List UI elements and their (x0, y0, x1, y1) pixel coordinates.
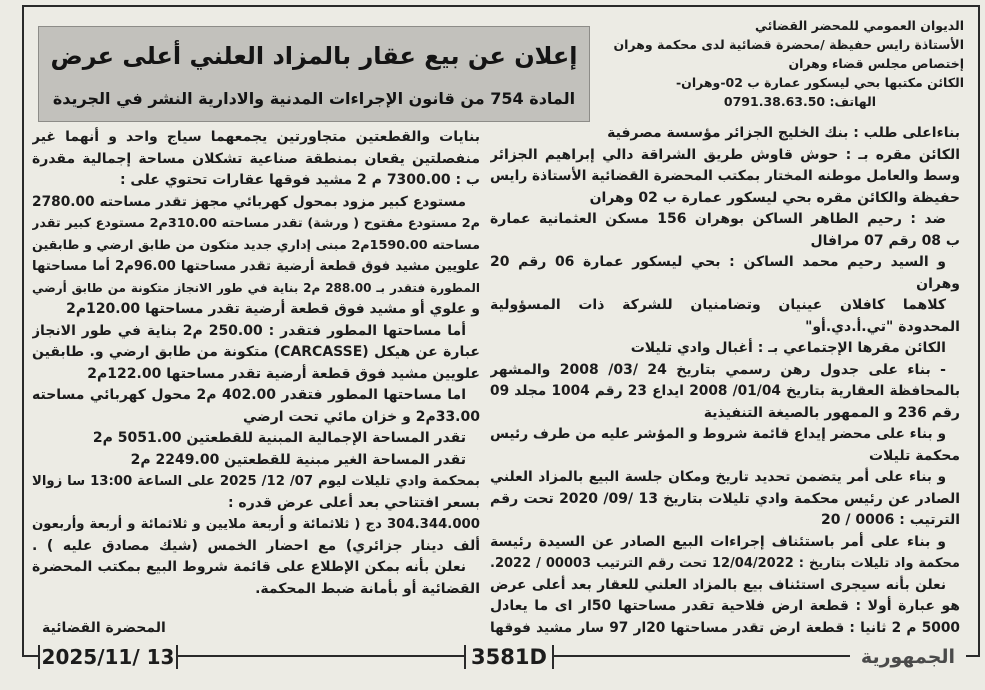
right-column-line: و بناء على أمر باستئناف إجراءات البيع الصادر عن السيدة رئيسة (490, 533, 946, 550)
right-column-line: الصادر عن رئيس محكمة وادي تليلات بتاريخ 13 /09/ 2020 تحت رقم (490, 490, 960, 507)
left-column-line: بمحكمة وادي تليلات ليوم 07/ 12/ 2025 على الساعة 13:00 سا زوالا (32, 474, 480, 489)
right-column-line: و بناء على محضر إيداع قائمة شروط و المؤشر عليه من طرف رئيس (490, 426, 946, 442)
right-column-line: الكائن مقره بـ : حوش قاوش طريق الشراقة دالي إبراهيم الجزائر (490, 146, 960, 163)
left-column-line: تقدر المساحة الإجمالية المبنية للقطعتين 5051.00 م2 (92, 430, 466, 446)
left-column-line: علويين مشيد فوق قطعة أرضية تقدر مساحتها 122.00م2 (87, 365, 480, 382)
right-column-line: ب 08 رقم 07 مرافال (810, 232, 960, 249)
announcement-subtitle: المادة 754 من قانون الإجراءات المدنية والادارية النشر في الجريدة (52, 89, 576, 108)
left-column-line: ب : 7300.00 م 2 مشيد فوقها عقارات تحتوي على : (119, 172, 480, 188)
ad-reference-code: 3581D (464, 645, 554, 669)
left-column-line: بنايات والقطعتين متجاورتين يجمعهما سياج واحد و أنهما غير (32, 129, 480, 145)
right-column-line: ضد : رحيم الطاهر الساكن بوهران 156 مسكن العثمانية عمارة (490, 211, 946, 227)
right-column-line: وسط والعامل موطنه المختار بمكتب المحضرة القضائية الأستاذة رايس (490, 168, 960, 184)
left-column-line: مساحته 1590.00م2 مبنى إداري جديد متكون من طابق ارضي و طابقين (32, 237, 480, 253)
office-address: الكائن مكتبها بحي ليسكور عمارة ب 02-وهران- (675, 75, 964, 90)
right-column-line: و بناء على أمر يتضمن تحديد تاريخ ومكان جلسة البيع بالمزاد العلني (490, 469, 946, 485)
bailiff-office-header (612, 16, 964, 111)
right-column-line: رقم 236 و الممهور بالصيغة التنفيذية (703, 404, 960, 421)
right-column-line: حفيظة والكائن مقره بحي ليسكور عمارة ب 02 وهران (589, 189, 960, 206)
signature: المحضرة القضائية (42, 620, 166, 636)
bailiff-name: الأستاذة رايس حفيظة /محضرة قضائية لدى محكمة وهران (613, 37, 964, 52)
right-column-line: محكمة تليلات (868, 447, 960, 464)
left-column-line: و علوي أو مشيد فوق قطعة أرضية تقدر مساحتها 120.00م2 (66, 301, 480, 317)
left-column (32, 127, 480, 600)
left-column-line: 304.344.000 دج ( ثلاثمائة و أربعة ملايين و ثلاثمائة و أربعة وأربعون (32, 517, 480, 532)
publication-date: 2025/11/ 13 (38, 645, 178, 669)
right-column-line: المحدودة "تي.أ.دي.أو" (805, 318, 960, 335)
left-column-line: ألف دينار جزائري) مع احضار الخمس (شيك مصادق عليه ) . (32, 537, 480, 554)
announcement-title: إعلان عن بيع عقار بالمزاد العلني أعلى عرض (50, 42, 578, 70)
left-column-line: منفصلتين يقعان بمنطقة صناعية تشكلان مساحة إجمالية مقدرة (32, 150, 480, 167)
left-column-line: 33.00م2 و خزان مائي تحت ارضي (243, 408, 480, 425)
left-column-line: المطورة فتقدر بـ 288.00 م2 بناية في طور الانجاز متكونة من طابق أرضي (32, 280, 480, 295)
right-column-line: وهران (916, 275, 960, 292)
right-column (490, 123, 960, 639)
left-column-line: عبارة عن هيكل (CARCASSE) متكونة من طابق ارضي و. طابقين (32, 344, 480, 360)
newspaper-logo: الجمهورية (850, 645, 966, 669)
office-name: الديوان العمومي للمحضر القضائي (755, 18, 964, 33)
right-column-line: الكائن مقرها الإجتماعي بـ : أغبال وادي تليلات (630, 340, 946, 356)
right-column-line: نعلن بأنه سيجرى استئناف بيع بالمزاد العلني للعقار بعد أعلى عرض (490, 576, 946, 593)
left-column-line: بسعر افتتاحي بعد أعلى عرض قدره : (227, 494, 480, 511)
left-column-line: مستودع كبير مزود بمحول كهربائي مجهز تقدر مساحته 2780.00 (32, 193, 466, 210)
left-column-line: القضائية أو بأمانة ضبط المحكمة. (255, 580, 480, 597)
left-column-line: تقدر المساحة الغير مبنية للقطعتين 2249.00 م2 (130, 451, 466, 468)
right-column-line: محكمة واد تليلات بتاريخ : 12/04/2022 تحت رقم الترتيب 00003 / 2022. (490, 556, 960, 571)
right-column-line: بالمحافظة العقارية بتاريخ 01/04/ 2008 ايداع 23 رقم 1004 مجلد 09 (490, 383, 960, 399)
left-column-line: م2 مستودع مفتوح ( ورشة) تقدر مساحته 310.00م2 مستودع كبير تقدر (32, 216, 480, 231)
office-phone: الهاتف: 0791.38.63.50 (723, 94, 876, 109)
announcement-title-box (38, 26, 590, 122)
jurisdiction: إختصاص مجلس قضاء وهران (788, 56, 964, 71)
left-column-line: اما مساحتها المطور فتقدر 402.00 م2 محول كهربائي مساحته (32, 387, 466, 403)
right-column-line: و السيد رحيم محمد الساكن : بحي ليسكور عمارة 06 رقم 20 (490, 254, 947, 270)
right-column-line: 5000 م 2 ثانيا : قطعة ارض تقدر مساحتها 20ار 97 سار مشيد فوقها (490, 619, 960, 636)
right-column-line: بناءاعلى طلب : بنك الخليج الجزائر مؤسسة مصرفية (607, 125, 960, 141)
left-column-line: نعلن بأنه بمكن الإطلاع على قائمة شروط البيع بمكتب المحضرة (32, 559, 466, 575)
right-column-line: الترتيب : 0006 / 20 (821, 512, 960, 528)
right-column-line: هو عبارة أولا : قطعة ارض فلاحية تقدر مساحتها 50ار اى ما يعادل (490, 598, 960, 614)
left-column-line: أما مساحتها المطور فتقدر : 250.00 م2 بناية في طور الانجاز (32, 322, 467, 339)
right-column-line: - بناء على جدول رهن رسمي بتاريخ 24 /03/ 2008 والمشهر (490, 361, 946, 378)
left-column-line: علويين مشيد فوق قطعة أرضية تقدر مساحتها 96.00م2 أما مساحتها (32, 259, 480, 274)
right-column-line: كلاهما كافلان عينيان وتضامنيان للشركة ذات المسؤولية (490, 297, 946, 313)
